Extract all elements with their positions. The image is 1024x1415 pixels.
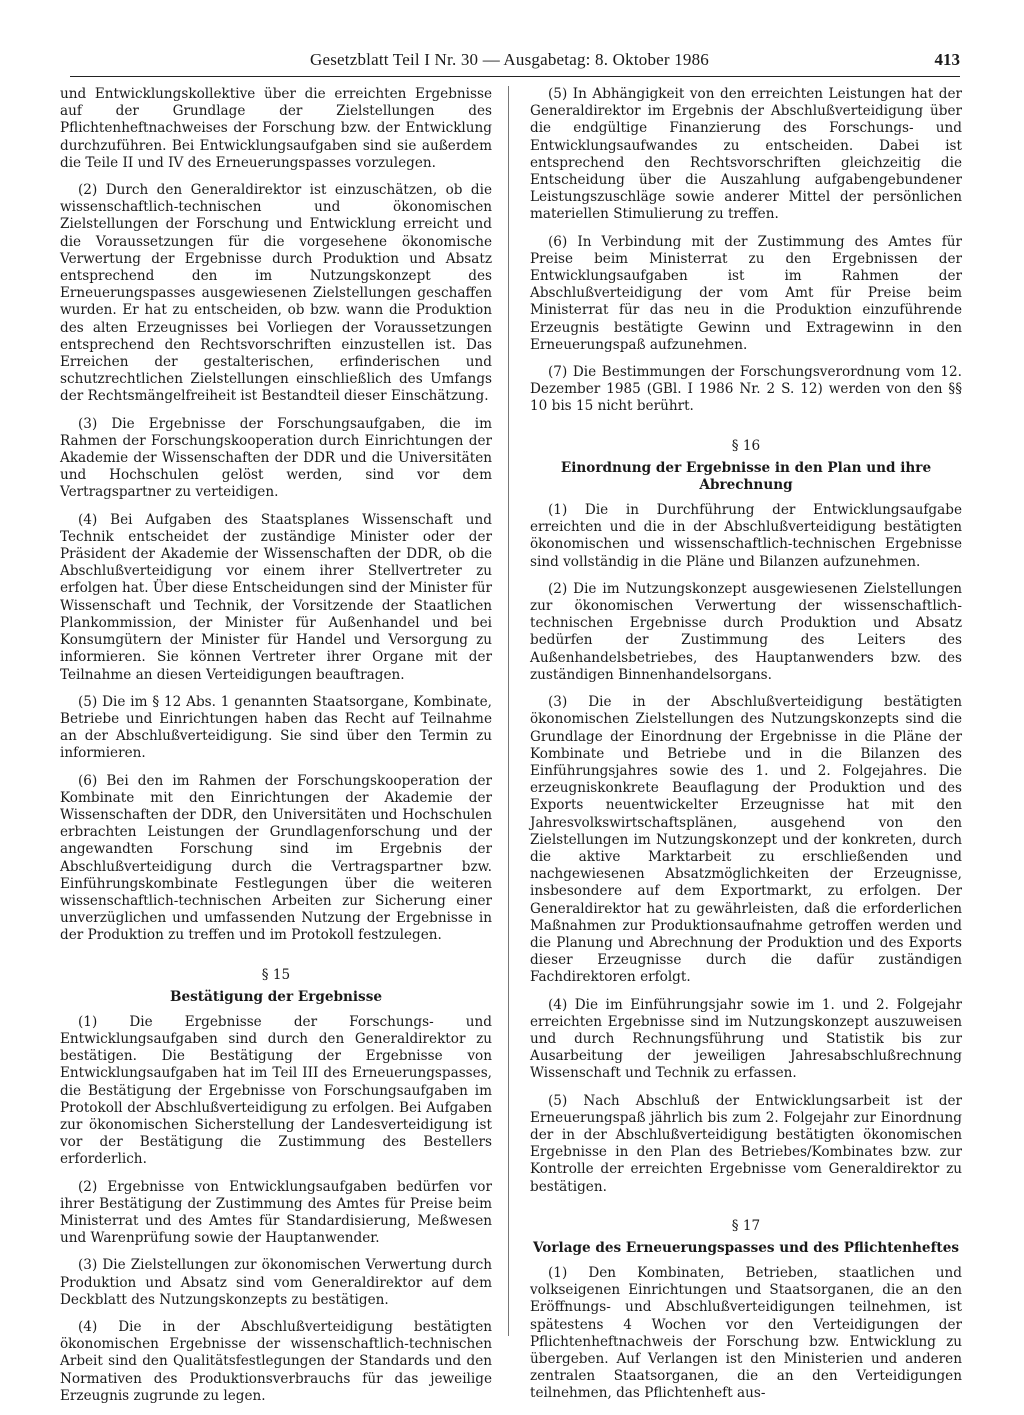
section-heading: Bestätigung der Ergebnisse: [169, 988, 383, 1005]
paragraph: (6) In Verbindung mit der Zustimmung des Amtes für Preise beim Ministerrat zu den Ergebnissen der Entwicklungsaufgaben ist im Rahmen der Abschlußverteidigung der vom Amt für Preise beim Ministerrat für das neu in die Produktion einzuführende Erzeugnis bestätigte Gewinn und Extragewinn in den Erneuerungspaß aufzunehmen.: [530, 233, 962, 353]
section-number: § 16: [731, 437, 761, 454]
paragraph: (5) Die im § 12 Abs. 1 genannten Staatsorgane, Kombinate, Betriebe und Einrichtungen haben das Recht auf Teilnahme an der Abschlußverteidigung. Sie sind über den Termin zu informieren.: [60, 693, 492, 762]
section-number: § 17: [731, 1217, 761, 1234]
paragraph: (1) Den Kombinaten, Betrieben, staatlichen und volkseigenen Einrichtungen und Staatsorganen, die an den Eröffnungs- und Abschlußverteidigungen teilnehmen, ist spätestens 4 Wochen vor den Verteidigungen der Pflichtenheftnachweis der Forschung bzw. Entwicklung zu übergeben. Auf Verlangen ist den Ministerien und anderen zentralen Staatsorganen, die an den Verteidigungen teilnehmen, das Pflichtenheft aus-: [530, 1264, 962, 1402]
paragraph: (5) Nach Abschluß der Entwicklungsarbeit ist der Erneuerungspaß jährlich bis zum 2. Folgejahr zur Einordnung der in der Abschlußverteidigung bestätigten ökonomischen Ergebnisse in den Plan des Betriebes/Kombinates bzw. zur Kontrolle der erreichten Ergebnisse vom Generaldirektor zu bestätigen.: [530, 1092, 962, 1195]
paragraph: (1) Die in Durchführung der Entwicklungsaufgabe erreichten und die in der Abschlußverteidigung bestätigten ökonomischen und wissenschaftlich-technischen Ergebnisse sind vollständig in die Pläne und Bilanzen aufzunehmen.: [530, 502, 962, 570]
paragraph: (2) Ergebnisse von Entwicklungsaufgaben bedürfen vor ihrer Bestätigung der Zustimmung des Amtes für Preise beim Ministerrat und des Amtes für Standardisierung, Meßwesen und Warenprüfung sowie der Hauptanwender.: [60, 1178, 492, 1247]
right-column: [530, 86, 962, 1413]
section-heading: Vorlage des Erneuerungspasses und des Pflichtenheftes: [533, 1239, 959, 1256]
paragraph: und Entwicklungskollektive über die erreichten Ergebnisse auf der Grundlage der Zielstellungen des Pflichtenheftnachweises der Forschung bzw. der Entwicklung durchzuführen. Bei Entwicklungsaufgaben sind sie außerdem die Teile II und IV des Erneuerungspasses vorzulegen.: [60, 86, 492, 171]
header-title: Gesetzblatt Teil I Nr. 30 — Ausgabetag: 8. Oktober 1986: [310, 50, 710, 69]
column-divider: [508, 86, 509, 1336]
section-heading: Einordnung der Ergebnisse in den Plan und ihre Abrechnung: [560, 459, 932, 493]
paragraph: (1) Die Ergebnisse der Forschungs- und Entwicklungsaufgaben sind durch den Generaldirektor zu bestätigen. Die Bestätigung der Ergebnisse von Entwicklungsaufgaben hat im Teil III des Erneuerungspasses, die Bestätigung der Ergebnisse von Forschungsaufgaben im Protokoll der Abschlußverteidigung zu erfolgen. Bei Aufgaben zur ökonomischen Sicherstellung der Landesverteidigung ist vor der Bestätigung die Zustimmung des Bestellers erforderlich.: [60, 1013, 492, 1168]
left-column: [60, 86, 492, 1415]
paragraph: (5) In Abhängigkeit von den erreichten Leistungen hat der Generaldirektor im Ergebnis der Abschlußverteidigung über die endgültige Finanzierung des Forschungs- und Entwicklungsaufwandes zu entscheiden. Dabei ist entsprechend den Rechtsvorschriften gleichzeitig die Entscheidung über die Auszahlung aufgabengebundener Leistungszuschläge sowie anderer Mittel der persönlichen materiellen Stimulierung zu treffen.: [530, 86, 962, 223]
paragraph: (4) Die in der Abschlußverteidigung bestätigten ökonomischen Ergebnisse der wissenschaftlich-technischen Arbeit sind den Qualitätsfestlegungen der Standards und den Normativen des Produktionsverbrauchs für das jeweilige Erzeugnis zugrunde zu legen.: [60, 1319, 492, 1404]
paragraph: (2) Durch den Generaldirektor ist einzuschätzen, ob die wissenschaftlich-technischen und ökonomischen Zielstellungen der Forschung und Entwicklung erreicht und die Voraussetzungen für die vorgesehene ökonomische Verwertung der Ergebnisse durch Produktion und Absatz entsprechend den im Nutzungskonzept des Erneuerungspasses ausgewiesenen Zielstellungen geschaffen wurden. Er hat zu entscheiden, ob bzw. wann die Produktion des alten Erzeugnisses bei Vorliegen der Voraussetzungen entsprechend den Rechtsvorschriften einzustellen ist. Das Erreichen der gestalterischen, erfinderischen und schutzrechtlichen Zielstellungen einschließlich des Umfangs der Rechtsmängelfreiheit ist Bestandteil dieser Einschätzung.: [60, 182, 492, 405]
paragraph: (2) Die im Nutzungskonzept ausgewiesenen Zielstellungen zur ökonomischen Verwertung der wissenschaftlich-technischen Ergebnisse durch Produktion und Absatz bedürfen der Zustimmung des Leiters des Außenhandelsbetriebes, des Hauptanwenders bzw. des zuständigen Binnenhandelsorgans.: [530, 580, 962, 683]
paragraph: (3) Die in der Abschlußverteidigung bestätigten ökonomischen Zielstellungen des Nutzungskonzepts sind die Grundlage der Einordnung der Ergebnisse in die Pläne der Kombinate und Betriebe und in die Bilanzen des Einführungsjahres sowie des 1. und 2. Folgejahres. Die erzeugniskonkrete Beauflagung der Produktion und des Exports neuentwickelter Erzeugnisse hat mit den Jahresvolkswirtschaftsplänen, ausgehend von den Zielstellungen im Nutzungskonzept und der konkreten, durch die aktive Marktarbeit zu erschließenden und nachgewiesenen Absatzmöglichkeiten der Erzeugnisse, insbesondere auf dem Exportmarkt, zu erfolgen. Der Generaldirektor hat zu gewährleisten, daß die erforderlichen Maßnahmen zur Produktionsaufnahme getroffen werden und die Planung und Abrechnung der Produktion und des Exports dieser Erzeugnisse durch die dafür zuständigen Fachdirektoren erfolgt.: [530, 694, 962, 986]
page-number: 413: [934, 50, 960, 69]
paragraph: (3) Die Ergebnisse der Forschungsaufgaben, die im Rahmen der Forschungskooperation durch Einrichtungen der Akademie der Wissenschaften der DDR und die Universitäten und Hochschulen gelöst werden, sind vor dem Vertragspartner zu verteidigen.: [60, 415, 492, 501]
section-number: § 15: [261, 966, 291, 983]
paragraph: (4) Bei Aufgaben des Staatsplanes Wissenschaft und Technik entscheidet der zuständige Minister oder der Präsident der Akademie der Wissenschaften der DDR, ob die Abschlußverteidigung vor einem ihrer Stellvertreter zu erfolgen hat. Über diese Entscheidungen sind der Minister für Wissenschaft und Technik, der Vorsitzende der Staatlichen Plankommission, der Minister für Außenhandel und bei Konsumgütern der Minister für Handel und Versorgung zu informieren. Sie können Vertreter ihrer Organe mit der Teilnahme an diesen Verteidigungen beauftragen.: [60, 511, 492, 683]
paragraph: (7) Die Bestimmungen der Forschungsverordnung vom 12. Dezember 1985 (GBl. I 1986 Nr. 2 S. 12) werden von den §§ 10 bis 15 nicht berührt.: [530, 364, 962, 415]
paragraph: (6) Bei den im Rahmen der Forschungskooperation der Kombinate mit den Einrichtungen der Akademie der Wissenschaften der DDR, den Universitäten und Hochschulen erbrachten Leistungen der Grundlagenforschung und der angewandten Forschung sind im Ergebnis der Abschlußverteidigung durch die Vertragspartner bzw. Einführungskombinate Festlegungen über die weiteren wissenschaftlich-technischen Arbeiten zur Sicherung einer unverzüglichen und umfassenden Nutzung der Ergebnisse in der Produktion zu treffen und im Protokoll festzulegen.: [60, 772, 492, 944]
paragraph: (4) Die im Einführungsjahr sowie im 1. und 2. Folgejahr erreichten Ergebnisse sind im Nutzungskonzept auszuweisen und durch Rechnungsführung und Statistik bis zur Ausarbeitung der jeweiligen Jahresabschlußrechnung Wissenschaft und Technik zu erfassen.: [530, 996, 962, 1082]
paragraph: (3) Die Zielstellungen zur ökonomischen Verwertung durch Produktion und Absatz sind vom Generaldirektor auf dem Deckblatt des Nutzungskonzepts zu bestätigen.: [60, 1257, 492, 1308]
page-header: [70, 48, 960, 77]
